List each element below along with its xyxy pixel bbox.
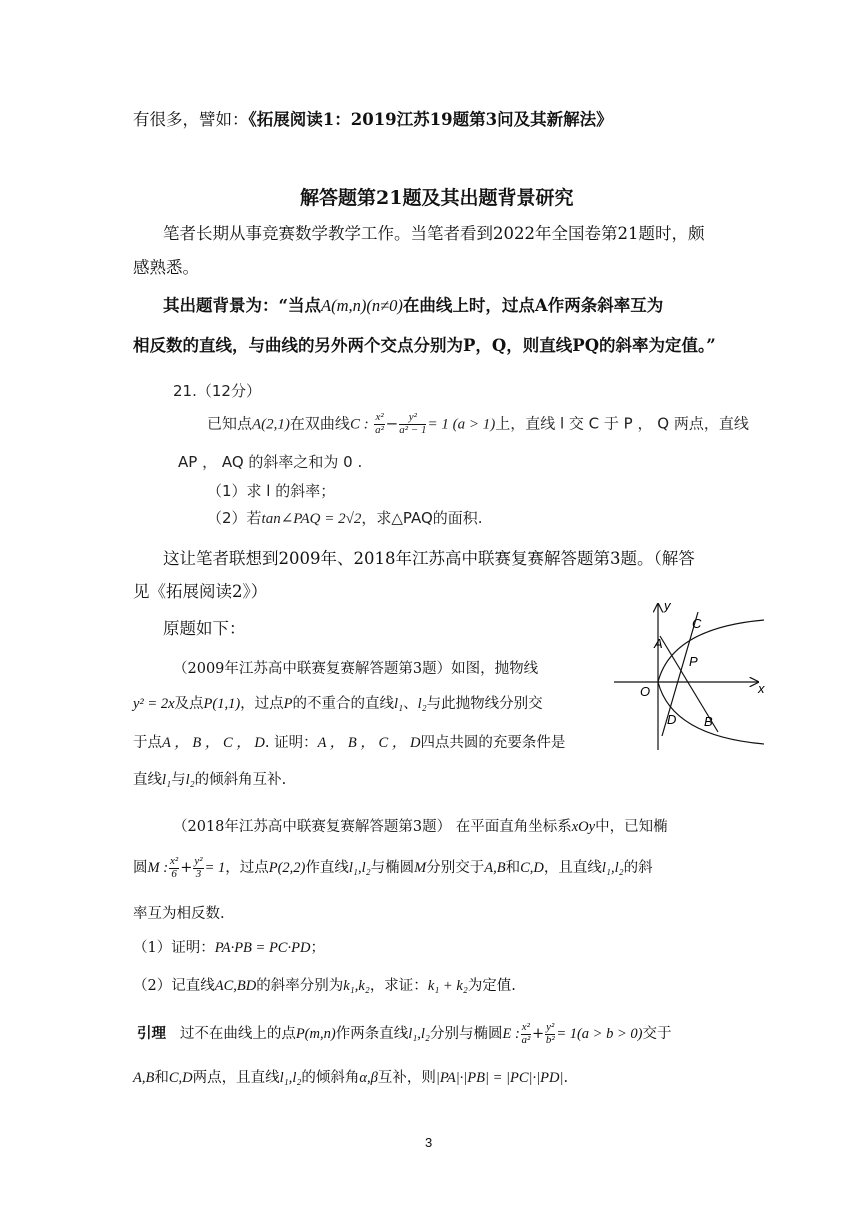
lemma-t6: 互补，则 bbox=[377, 1070, 436, 1086]
p18-x2: x² bbox=[170, 855, 179, 867]
p18-t7: 的斜 bbox=[623, 860, 653, 877]
p09-l4-mid: 与 bbox=[171, 772, 186, 788]
lemma-x2: x² bbox=[521, 1021, 530, 1033]
p09-text-1: 及点 bbox=[174, 696, 204, 712]
p18-q2-m3: k₁ + k₂ bbox=[427, 978, 468, 994]
lemma-post: 交于 bbox=[642, 1026, 672, 1043]
label-D: D bbox=[667, 712, 677, 727]
p18-q1-math: PA·PB = PC·PD bbox=[214, 940, 311, 956]
p18-t5: 和 bbox=[505, 860, 521, 877]
p21-a2m1: a² − 1 bbox=[399, 423, 427, 436]
page-number: 3 bbox=[425, 1135, 433, 1150]
lemma-label: 引理 bbox=[137, 1025, 166, 1043]
problem2018-line-1 bbox=[173, 815, 668, 836]
p21-point: A(2,1) bbox=[252, 416, 290, 433]
p18-l2-pre: 圆 bbox=[133, 860, 148, 877]
problem21-line-1: 已知点A(2,1)在双曲线C : $\frac{\text{x²}}{\text{a²}}$ − $\frac{\text{y²}}{\text{a² − 1}}$ = 1 (a > 1)上，直线 l 交 C 于 P ， Q 两点，直线 bbox=[207, 411, 749, 436]
lemma-a2: a² bbox=[521, 1033, 531, 1046]
p18-l1-post: 中，已知椭 bbox=[595, 819, 668, 835]
p18-eq: = 1 bbox=[204, 860, 226, 877]
p21-y2: y² bbox=[399, 412, 426, 425]
lemma-eq: = 1(a > b > 0) bbox=[556, 1026, 643, 1043]
p09-l2: l₂ bbox=[417, 696, 427, 712]
p21-a2: a² bbox=[375, 423, 384, 436]
lemma-AB: A,B bbox=[133, 1070, 155, 1086]
intro-reference-line bbox=[133, 112, 613, 129]
p09-text-4: 、 bbox=[403, 696, 418, 712]
p09-P: P bbox=[283, 696, 293, 712]
p21-post: 上，直线 l 交 C 于 P ， Q 两点，直线 bbox=[495, 414, 749, 433]
p09-l4-l1: l₁ bbox=[162, 772, 172, 788]
p21-frac-y bbox=[399, 412, 426, 436]
p21-eq: = 1 (a > 1) bbox=[427, 416, 496, 433]
reference-title: 《拓展阅读1：2019江苏19题第3问及其新解法》 bbox=[248, 110, 613, 129]
p18-CD: C,D bbox=[520, 860, 544, 877]
p18-l1-pre: （2018年江苏高中联赛复赛解答题第3题） 在平面直角坐标系 bbox=[173, 819, 572, 835]
label-A: A bbox=[654, 636, 663, 651]
problem21-q1: （1）求 l 的斜率； bbox=[207, 482, 336, 500]
p21-q2-pre: （2）若 bbox=[207, 509, 262, 527]
p09-l3-post: 四点共圆的充要条件是 bbox=[420, 735, 566, 751]
lemma-frac-x bbox=[521, 1022, 531, 1046]
p18-q1-post: ； bbox=[310, 940, 325, 956]
lemma-t3: 和 bbox=[154, 1070, 169, 1086]
p18-frac-y bbox=[193, 856, 203, 880]
section-heading: 解答题第21题及其出题背景研究 bbox=[300, 187, 574, 209]
p18-xoy: xOy bbox=[571, 819, 596, 835]
problem21-line-2: AP ， AQ 的斜率之和为 0 . bbox=[178, 453, 363, 471]
reference-prefix: 有很多，譬如： bbox=[133, 110, 249, 129]
label-O: O bbox=[640, 684, 651, 699]
lemma-t2: 分别与椭圆 bbox=[429, 1026, 503, 1043]
link-line-1: 这让笔者联想到2009年、2018年江苏高中联赛复赛解答题第3题。（解答 bbox=[163, 549, 695, 568]
p09-text-5: 与此抛物线分别交 bbox=[426, 696, 543, 712]
problem2018-q1 bbox=[133, 936, 325, 957]
label-y: y bbox=[664, 598, 671, 613]
label-P: P bbox=[689, 654, 698, 669]
p18-frac-x bbox=[169, 856, 179, 880]
p18-M: M : bbox=[147, 860, 169, 877]
lemma-conclusion: |PA|·|PB| = |PC|·|PD| bbox=[435, 1070, 564, 1086]
p21-q2-math: tan∠PAQ = 2√2 bbox=[261, 511, 362, 527]
problem21-q2 bbox=[207, 507, 483, 528]
label-x: x bbox=[758, 681, 765, 696]
background-pre: 其出题背景为：“当点 bbox=[163, 296, 321, 315]
lemma-frac-y bbox=[545, 1022, 555, 1046]
lemma-l: l₁,l₂ bbox=[408, 1026, 430, 1043]
lemma-t1: 作两条直线 bbox=[335, 1026, 409, 1043]
p09-text-3: 的不重合的直线 bbox=[292, 696, 395, 712]
lemma-P: P(m,n) bbox=[295, 1026, 336, 1043]
p18-AB: A,B bbox=[484, 860, 506, 877]
p18-q2-t1: 的斜率分别为 bbox=[256, 978, 344, 994]
p18-q1-pre: （1）证明： bbox=[133, 940, 215, 956]
lemma-l2: l₁,l₂ bbox=[279, 1070, 302, 1086]
p18-P: P(2,2) bbox=[268, 860, 306, 877]
lemma-CD: C,D bbox=[168, 1070, 193, 1086]
link-line-2: 见《拓展阅读2》） bbox=[133, 582, 268, 601]
p09-l1: l₁ bbox=[394, 696, 404, 712]
lemma-t4: 两点，且直线 bbox=[192, 1070, 280, 1086]
p18-three: 3 bbox=[195, 867, 202, 880]
p09-points-2: A ， B ， C ， D bbox=[317, 735, 421, 751]
lemma-period: . bbox=[563, 1070, 569, 1086]
lemma-line-1: 引理 过不在曲线上的点P(m,n)作两条直线l₁,l₂分别与椭圆E : $\frac{\text{x²}}{\text{a²}}$ + $\frac{\text{y²}}{\text{b²}}$ = 1(a > b > 0)交于 bbox=[137, 1021, 672, 1046]
background-math: A(m,n)(n≠0) bbox=[321, 296, 403, 315]
p09-points-1: A ， B ， C ， D bbox=[162, 735, 265, 751]
problem21-header: 21.（12分） bbox=[173, 382, 261, 400]
p18-t6: ，且直线 bbox=[543, 860, 602, 877]
p18-M2: M bbox=[414, 860, 427, 877]
p21-curve-name: C : bbox=[349, 416, 369, 433]
p21-q2-post: ，求△PAQ的面积. bbox=[361, 509, 483, 527]
lemma-alpha-beta: α,β bbox=[359, 1070, 378, 1086]
p21-mid: 在双曲线 bbox=[289, 414, 350, 433]
p09-l3-pre: 于点 bbox=[133, 735, 162, 751]
p18-t3: 与椭圆 bbox=[370, 860, 415, 877]
background-post: 在曲线上时，过点A作两条斜率互为 bbox=[402, 296, 664, 315]
p18-y2: y² bbox=[194, 855, 203, 867]
lemma-y2: y² bbox=[546, 1021, 555, 1033]
problem2018-q2 bbox=[133, 974, 516, 995]
problem2009-line-1: （2009年江苏高中联赛复赛解答题第3题）如图，抛物线 bbox=[173, 661, 539, 677]
p21-x2: x² bbox=[375, 411, 384, 423]
p09-l4-pre: 直线 bbox=[133, 772, 162, 788]
p09-point: P(1,1) bbox=[203, 696, 241, 712]
problem2009-line-3 bbox=[133, 731, 565, 752]
parabola-figure bbox=[612, 598, 772, 758]
background-line-1 bbox=[163, 298, 663, 315]
problem2018-line-2: 圆M : $\frac{\text{x²}}{6}$ + $\frac{\text{y²}}{3}$ = 1，过点P(2,2)作直线l₁,l₂与椭圆M分别交于A,B和C,D，且直线l₁,l₂的斜 bbox=[133, 855, 653, 880]
original-label: 原题如下： bbox=[163, 619, 246, 638]
p09-text-2: ，过点 bbox=[240, 696, 284, 712]
p18-l: l₁,l₂ bbox=[348, 860, 371, 877]
p18-t4: 分别交于 bbox=[426, 860, 485, 877]
label-B: B bbox=[704, 714, 713, 729]
p18-q2-t2: ，求证： bbox=[369, 978, 428, 994]
p18-q2-m2: k₁,k₂ bbox=[343, 978, 370, 994]
p09-parabola: y² = 2x bbox=[133, 696, 175, 712]
problem2018-line-3: 率互为相反数. bbox=[133, 906, 225, 922]
problem2009-line-4 bbox=[133, 768, 286, 789]
intro-line-1: 笔者长期从事竞赛数学教学工作。当笔者看到2022年全国卷第21题时，颇 bbox=[163, 224, 705, 243]
p21-frac-x bbox=[374, 412, 384, 436]
p09-l4-post: 的倾斜角互补. bbox=[194, 772, 287, 788]
lemma-line-2 bbox=[133, 1066, 568, 1087]
p18-q2-pre: （2）记直线 bbox=[133, 978, 215, 994]
lemma-t0: 过不在曲线上的点 bbox=[179, 1026, 296, 1043]
lemma-t5: 的倾斜角 bbox=[301, 1070, 360, 1086]
label-C: C bbox=[692, 616, 702, 631]
lemma-E: E : bbox=[502, 1026, 520, 1043]
p21-pre: 已知点 bbox=[207, 414, 253, 433]
p09-l3-mid: . 证明： bbox=[264, 735, 318, 751]
lemma-b2: b² bbox=[545, 1033, 555, 1046]
problem2009-line-2 bbox=[133, 692, 543, 713]
p18-q2-post: 为定值. bbox=[467, 978, 516, 994]
background-line-2: 相反数的直线，与曲线的另外两个交点分别为P，Q，则直线PQ的斜率为定值。” bbox=[133, 336, 716, 355]
p18-l2: l₁,l₂ bbox=[601, 860, 624, 877]
p18-q2-m1: AC,BD bbox=[214, 978, 257, 994]
p18-t2: 作直线 bbox=[305, 860, 349, 877]
p18-t1: ，过点 bbox=[225, 860, 269, 877]
intro-line-2: 感熟悉。 bbox=[133, 258, 199, 277]
p18-six: 6 bbox=[171, 867, 177, 880]
p09-l4-l2: l₂ bbox=[185, 772, 195, 788]
